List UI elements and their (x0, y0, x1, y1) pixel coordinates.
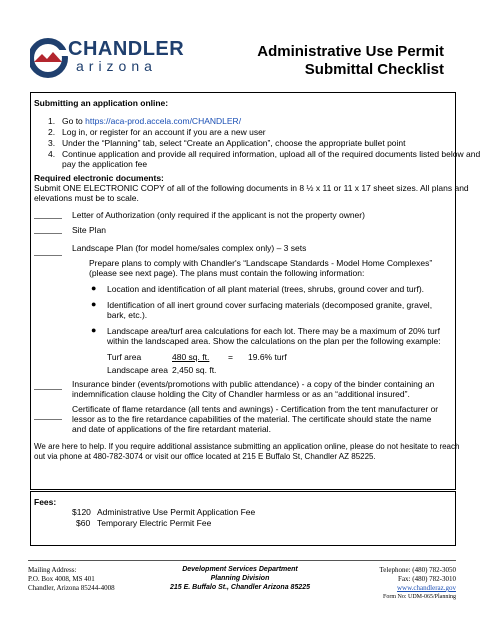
item-flame: Certificate of flame retardance (all tents and awnings) - Certification from the tent manufacturer or (72, 404, 439, 414)
footer-fax: Fax: (480) 782-3010 (398, 575, 456, 583)
landscape-bullet-2: Identification of all inert ground cover surfacing materials (decomposed granite, gravel, (107, 300, 433, 310)
page-subtitle: Submittal Checklist (304, 61, 444, 78)
fee-label: Temporary Electric Permit Fee (97, 518, 212, 528)
landscape-bullet-2-cont: bark, etc.). (107, 310, 148, 320)
footer-divider (28, 560, 456, 561)
fee-label: Administrative Use Permit Application Fee (97, 507, 256, 517)
step-4-cont: pay the application fee (62, 159, 148, 169)
accela-link[interactable]: https://aca-prod.accela.com/CHANDLER/ (85, 116, 242, 126)
required-intro: Submit ONE ELECTRONIC COPY of all of the following documents in 8 ½ x 11 or 11 x 17 sheet sizes. All plans and (34, 183, 469, 193)
checkbox-blank[interactable] (34, 233, 62, 234)
step-3: Under the “Planning” tab, select “Create an Application”, choose the appropriate bullet point (62, 138, 406, 148)
equals-sign: = (228, 352, 233, 362)
item-site-plan: Site Plan (72, 225, 107, 235)
landscape-area-label: Landscape area (107, 365, 168, 375)
step-number: 4. (48, 149, 56, 159)
landscape-bullet-1: Location and identification of all plant material (trees, shrubs, ground cover and turf). (107, 284, 425, 294)
footer-mailing-label: Mailing Address: (28, 566, 77, 574)
item-insurance-cont: indemnification clause holding the City of Chandler harmless or as an “additional insured”. (72, 389, 410, 399)
item-landscape-plan: Landscape Plan (for model home/sales complex only) – 3 sets (72, 243, 307, 253)
footer-division: Planning Division (210, 575, 270, 582)
turf-percent: 19.6% turf (248, 352, 287, 362)
checkbox-blank[interactable] (34, 419, 62, 420)
checkbox-blank[interactable] (34, 218, 62, 219)
assist-text-cont: out via phone at 480-782-3074 or visit our office located at 215 E Buffalo St, Chandler AZ 85225. (34, 452, 376, 461)
footer-street: 215 E. Buffalo St., Chandler Arizona 85225 (169, 584, 311, 591)
step-number: 3. (48, 138, 56, 148)
page-title: Administrative Use Permit (257, 43, 444, 60)
step-1 (62, 116, 241, 126)
checkbox-blank[interactable] (34, 255, 62, 256)
fee-amount: $120 (72, 507, 91, 517)
landscape-bullet-3-cont: within the landscaped area. Show the calculations on the plan per the following example: (107, 336, 441, 346)
footer-po-box: P.O. Box 4008, MS 401 (28, 575, 95, 583)
turf-area-label: Turf area (107, 352, 142, 362)
step-number: 2. (48, 127, 56, 137)
bullet-icon: ● (91, 283, 97, 293)
step-2: Log in, or register for an account if you are a new user (62, 127, 266, 137)
item-authorization: Letter of Authorization (only required if the applicant is not the property owner) (72, 210, 365, 220)
turf-area-value: 480 sq. ft. (172, 352, 210, 362)
item-flame-cont: lessor as to the fire retardance capabilities of the material. The certificate should state the name (72, 414, 432, 424)
fee-amount: $60 (76, 518, 91, 528)
online-heading: Submitting an application online: (34, 98, 169, 108)
assist-text: We are here to help. If you require additional assistance submitting an application online, please do not hesitate to reach (34, 442, 460, 451)
step-4: Continue application and provide all required information, upload all of the required documents listed below and (62, 149, 480, 159)
footer-phone: Telephone: (480) 782-3050 (379, 566, 456, 574)
bullet-icon: ● (91, 325, 97, 335)
required-intro-cont: elevations must be to scale. (34, 193, 139, 203)
footer-website-link[interactable]: www.chandleraz.gov (396, 584, 456, 592)
item-flame-cont-2: and date of applications of the fire retardant material. (72, 424, 271, 434)
step-number: 1. (48, 116, 56, 126)
logo-wordmark: CHANDLER (68, 38, 185, 60)
landscape-prepare-cont: (please see next page). The plans must contain the following information: (89, 268, 365, 278)
fees-frame (30, 491, 456, 546)
required-heading: Required electronic documents: (34, 173, 164, 183)
landscape-prepare: Prepare plans to comply with Chandler's “Landscape Standards - Model Home Complexes” (89, 258, 433, 268)
checkbox-blank[interactable] (34, 389, 62, 390)
footer-dept: Development Services Department (182, 566, 298, 573)
step-text: Go to (62, 116, 86, 126)
landscape-bullet-3: Landscape area/turf area calculations for each lot. There may be a maximum of 20% turf (107, 326, 440, 336)
logo-subwordmark: arizona (76, 58, 157, 74)
footer-form-number: Form No: UDM-065/Planning (382, 594, 456, 600)
footer-city: Chandler, Arizona 85244-4008 (28, 584, 115, 592)
item-insurance: Insurance binder (events/promotions with public attendance) - a copy of the binder containing an (72, 379, 435, 389)
fees-heading: Fees: (34, 497, 57, 507)
bullet-icon: ● (91, 299, 97, 309)
landscape-area-value: 2,450 sq. ft. (172, 365, 217, 375)
